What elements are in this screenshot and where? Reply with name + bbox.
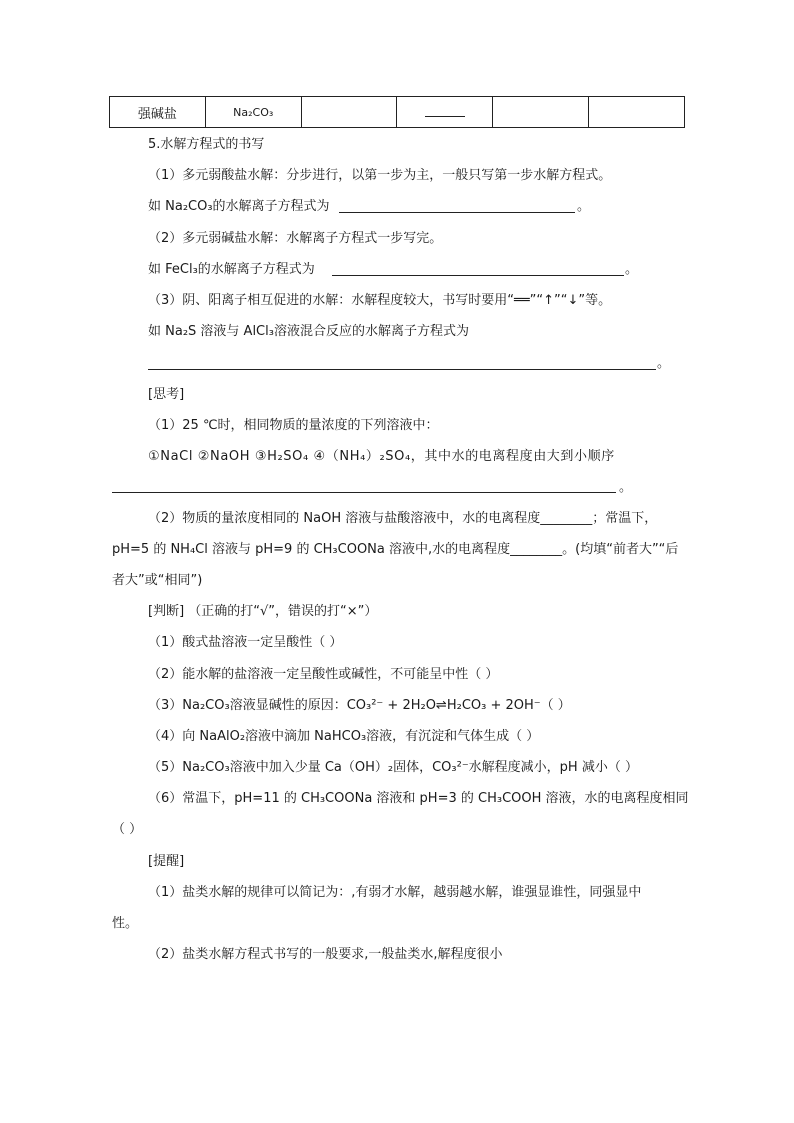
judge-item: （5）Na₂CO₃溶液中加入少量 Ca（OH）₂固体，CO₃²⁻水解程度减小，pH 减小（ ） bbox=[148, 760, 638, 775]
period: 。 bbox=[619, 480, 633, 495]
paragraph-prefix: 如 FeCl₃的水解离子方程式为 bbox=[148, 262, 315, 277]
answer-line[interactable] bbox=[112, 492, 616, 493]
judge-title: [判断] （正确的打“√”，错误的打“×”） bbox=[148, 604, 378, 619]
table-row bbox=[110, 97, 685, 128]
question: pH=5 的 NH₄Cl 溶液与 pH=9 的 CH₃COONa 溶液中,水的电离程度________。(均填“前者大”“后 bbox=[112, 542, 679, 557]
table-cell bbox=[301, 97, 397, 128]
period: 。 bbox=[577, 199, 591, 214]
table-cell bbox=[589, 97, 685, 128]
answer-line[interactable] bbox=[339, 212, 575, 213]
remind-item: （1）盐类水解的规律可以简记为：,有弱才水解，越弱越水解，谁强显谁性，同强显中 bbox=[148, 885, 642, 900]
period: 。 bbox=[657, 356, 671, 371]
table-cell bbox=[493, 97, 589, 128]
judge-item: （2）能水解的盐溶液一定呈酸性或碱性，不可能呈中性（ ） bbox=[148, 667, 499, 682]
table-cell bbox=[397, 97, 493, 128]
answer-blank[interactable] bbox=[425, 104, 465, 117]
period: 。 bbox=[625, 262, 639, 277]
answer-line[interactable] bbox=[332, 275, 624, 276]
table-cell: 强碱盐 bbox=[110, 97, 206, 128]
paragraph: 如 Na₂S 溶液与 AlCl₃溶液混合反应的水解离子方程式为 bbox=[148, 324, 469, 339]
judge-item: （1）酸式盐溶液一定呈酸性（ ） bbox=[148, 635, 343, 650]
judge-item: （6）常温下，pH=11 的 CH₃COONa 溶液和 pH=3 的 CH₃COOH 溶液，水的电离程度相同 bbox=[148, 791, 689, 806]
judge-item: （4）向 NaAlO₂溶液中滴加 NaHCO₃溶液，有沉淀和气体生成（ ） bbox=[148, 729, 540, 744]
question-items: ①NaCl ②NaOH ③H₂SO₄ ④（NH₄）₂SO₄，其中水的电离程度由大到小顺序 bbox=[148, 449, 615, 464]
paragraph: （3）阴、阳离子相互促进的水解：水解程度较大，书写时要用“══”“↑”“↓”等。 bbox=[148, 293, 612, 308]
paragraph: （1）多元弱酸盐水解：分步进行，以第一步为主，一般只写第一步水解方程式。 bbox=[148, 168, 612, 183]
salt-table bbox=[109, 96, 685, 128]
question: （1）25 ℃时，相同物质的量浓度的下列溶液中： bbox=[148, 418, 439, 433]
paragraph: （2）多元弱碱盐水解：水解离子方程式一步写完。 bbox=[148, 231, 443, 246]
remind-item: 性。 bbox=[112, 916, 139, 931]
section-title: 5.水解方程式的书写 bbox=[148, 137, 265, 152]
judge-item: （3）Na₂CO₃溶液显碱性的原因：CO₃²⁻ + 2H₂O⇌H₂CO₃ + 2OH⁻（ ） bbox=[148, 698, 571, 713]
think-title: [思考] bbox=[148, 387, 185, 402]
remind-title: [提醒] bbox=[148, 854, 185, 869]
remind-item: （2）盐类水解方程式书写的一般要求,一般盐类水,解程度很小 bbox=[148, 947, 503, 962]
table-cell: Na₂CO₃ bbox=[205, 97, 301, 128]
judge-item-tail: （ ） bbox=[112, 822, 143, 837]
paragraph-prefix: 如 Na₂CO₃的水解离子方程式为 bbox=[148, 199, 330, 214]
question: （2）物质的量浓度相同的 NaOH 溶液与盐酸溶液中，水的电离程度________；常温下， bbox=[148, 511, 658, 526]
answer-line[interactable] bbox=[148, 369, 656, 370]
question: 者大”或“相同”) bbox=[112, 573, 203, 588]
